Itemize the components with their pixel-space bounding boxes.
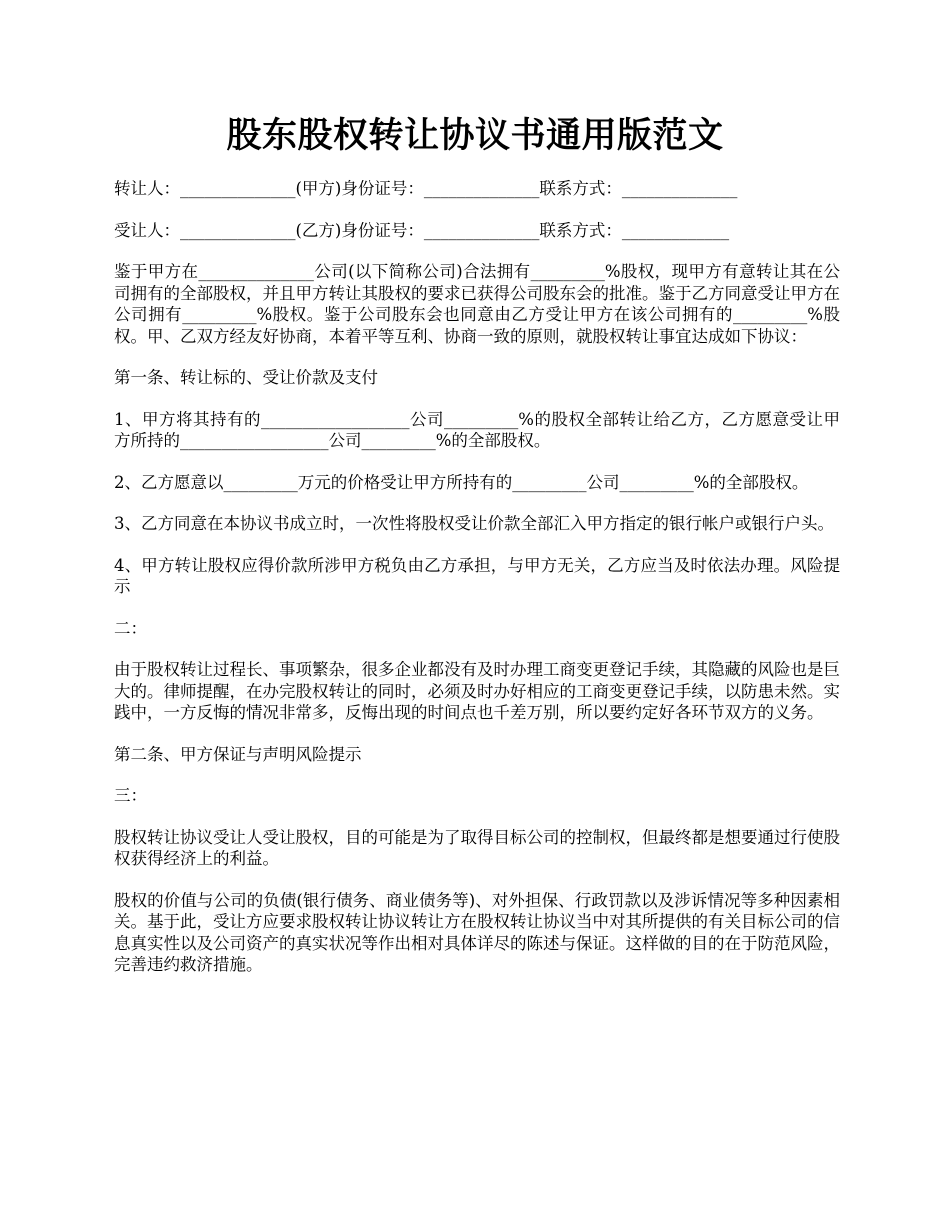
value-factors-paragraph: 股权的价值与公司的负债(银行债务、商业债务等)、对外担保、行政罚款以及涉诉情况等多种因素相关。基于此，受让方应要求股权转让协议转让方在股权转让协议当中对其所提供的有关目标公司的信息真实性以及公司资产的真实状况等作出相对具体详尽的陈述与保证。这样做的目的在于防范风险，完善违约救济措施。 [114, 890, 840, 974]
article-one-heading: 第一条、转让标的、受让价款及支付 [114, 368, 378, 387]
risk-note-paragraph: 由于股权转让过程长、事项繁杂，很多企业都没有及时办理工商变更登记手续，其隐藏的风险也是巨大的。律师提醒，在办完股权转让的同时，必须及时办好相应的工商变更登记手续，以防患未然。实践中，一方反悔的情况非常多，反悔出现的时间点也千差万别，所以要约定好各环节双方的义务。 [114, 660, 840, 722]
preamble-paragraph: 鉴于甲方在______________公司(以下简称公司)合法拥有_________%股权，现甲方有意转让其在公司拥有的全部股权，并且甲方转让其股权的要求已获得公司股东会的批准。鉴于乙方同意受让甲方在公司拥有_________%股权。鉴于公司股东会也同意由乙方受让甲方在该公司拥有的_________%股权。甲、乙双方经友好协商，本着平等互利、协商一致的原则，就股权转让事宜达成如下协议： [114, 262, 840, 346]
document-body [114, 178, 840, 996]
article-one-clause-4: 4、甲方转让股权应得价款所涉甲方税负由乙方承担，与甲方无关，乙方应当及时依法办理。风险提示 [114, 555, 840, 596]
document-title: 股东股权转让协议书通用版范文 [226, 115, 724, 156]
article-two-heading: 第二条、甲方保证与声明风险提示 [114, 744, 362, 764]
purpose-paragraph: 股权转让协议受让人受让股权，目的可能是为了取得目标公司的控制权，但最终都是想要通过行使股权获得经济上的利益。 [114, 827, 840, 868]
article-one-clause-2: 2、乙方愿意以_________万元的价格受让甲方所持有的_________公司_________%的全部股权。 [114, 472, 809, 492]
article-one-clause-1: 1、甲方将其持有的__________________公司_________%的股权全部转让给乙方，乙方愿意受让甲方所持的__________________公司_________%的全部股权。 [114, 409, 840, 450]
article-one-clause-3: 3、乙方同意在本协议书成立时，一次性将股权受让价款全部汇入甲方指定的银行帐户或银行户头。 [114, 514, 834, 533]
section-two-marker: 二： [114, 618, 147, 638]
section-three-marker: 三： [114, 786, 147, 805]
transferee-info-line: 受让人：______________(乙方)身份证号：______________联系方式：_____________ [114, 220, 730, 240]
transferor-info-line: 转让人：______________(甲方)身份证号：______________联系方式：______________ [114, 179, 738, 198]
